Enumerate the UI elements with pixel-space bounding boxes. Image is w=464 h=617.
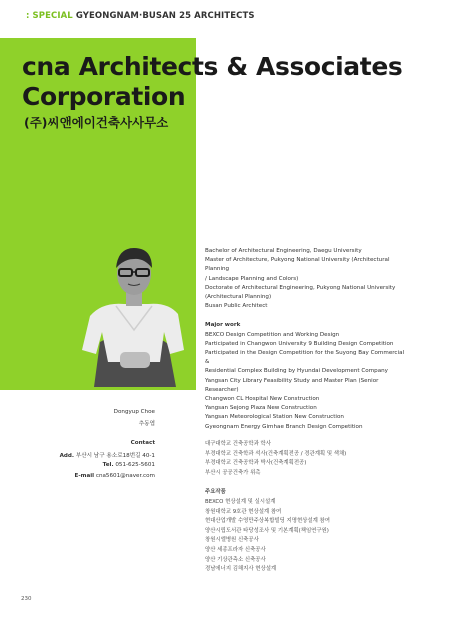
work-en-3: Participated in the Design Competition for the Suyong Bay Commercial & <box>205 350 405 366</box>
title-line-1: cna Architects & Associates <box>22 52 403 81</box>
work-en-4: Residential Complex Building by Hyundai Development Company <box>205 368 388 375</box>
work-ko-7: 양산 기상관측소 신축공사 <box>205 556 266 563</box>
english-bio <box>205 247 405 432</box>
work-en-8: Yangsan Meteorological Station New Construction <box>205 414 344 421</box>
edu-en-3: / Landscape Planning and Colors) <box>205 275 299 282</box>
edu-ko-2: 부경대학교 건축학과 석사(건축계획전공 / 경관계획 및 색채) <box>205 450 347 457</box>
section-header <box>26 11 255 21</box>
address-label: Add. <box>59 453 75 459</box>
major-work-heading-en: Major work <box>205 322 241 329</box>
work-ko-2: 창원대학교 9호관 현상설계 참여 <box>205 508 282 515</box>
edu-en-2: Master of Architecture, Pukyong National University (Architectural Planning <box>205 257 390 273</box>
edu-ko-3: 부경대학교 건축공학과 박사(건축계획전공) <box>205 460 307 467</box>
korean-bio <box>205 440 405 575</box>
contact-address <box>20 451 155 459</box>
portrait-photo <box>64 222 194 387</box>
work-ko-1: BEXCO 현상설계 및 실시설계 <box>205 498 276 505</box>
edu-en-1: Bachelor of Architectural Engineering, Daegu University <box>205 248 362 254</box>
person-name-en: Dongyup Choe <box>113 409 155 415</box>
contact-email <box>20 473 155 479</box>
work-en-1: BEXCO Design Competition and Working Design <box>205 331 340 338</box>
header-text: GYEONGNAM·BUSAN 25 ARCHITECTS <box>75 11 255 21</box>
contact-heading: Contact <box>130 440 155 446</box>
korean-company-name: (주)씨앤에이건축사사무소 <box>24 115 169 130</box>
tel-value: 051-625-5601 <box>115 462 155 468</box>
work-en-2: Participated in Changwon University 9 Building Design Competition <box>205 340 394 347</box>
work-en-7: Yangsan Sejong Plaza New Construction <box>205 405 317 412</box>
edu-ko-1: 대구대학교 건축공학과 학사 <box>205 441 271 447</box>
work-ko-3: 현대산업개발 수영만주상복합빌딩 지명현상설계 참여 <box>205 518 330 525</box>
email-value: cna5601@naver.com <box>95 473 155 479</box>
work-ko-8: 경남에너지 김해지사 현상설계 <box>205 566 277 573</box>
edu-en-5: (Architectural Planning) <box>205 294 272 301</box>
person-name-ko: 추동엽 <box>138 421 155 427</box>
edu-en-4: Doctorate of Architectural Engineering, Pukyong National University <box>205 284 396 291</box>
work-en-6: Changwon CL Hospital New Construction <box>205 396 320 403</box>
page-title <box>22 52 402 112</box>
email-label: E-mail <box>74 473 95 479</box>
address-value: 부산시 남구 용소로18번길 40-1 <box>75 453 155 459</box>
work-ko-4: 양산시립도서관 타당성조사 및 기본계획(책임연구원) <box>205 527 329 534</box>
page-number: 230 <box>21 596 32 602</box>
header-prefix: : SPECIAL <box>26 11 73 21</box>
work-en-5: Yangsan City Library Feasibility Study and Master Plan (Senior Researcher) <box>205 377 379 393</box>
major-work-heading-ko: 주요작품 <box>205 489 226 496</box>
edu-ko-4: 부산시 공공건축가 위촉 <box>205 469 261 476</box>
work-en-9: Gyeongnam Energy Gimhae Branch Design Competition <box>205 423 363 430</box>
edu-en-6: Busan Public Architect <box>205 303 268 310</box>
contact-tel <box>20 462 155 468</box>
work-ko-5: 창원시엘병원 신축공사 <box>205 537 259 544</box>
title-line-2: Corporation <box>22 82 186 111</box>
work-ko-6: 양산 세종프라자 신축공사 <box>205 546 266 553</box>
tel-label: Tel. <box>102 462 114 468</box>
